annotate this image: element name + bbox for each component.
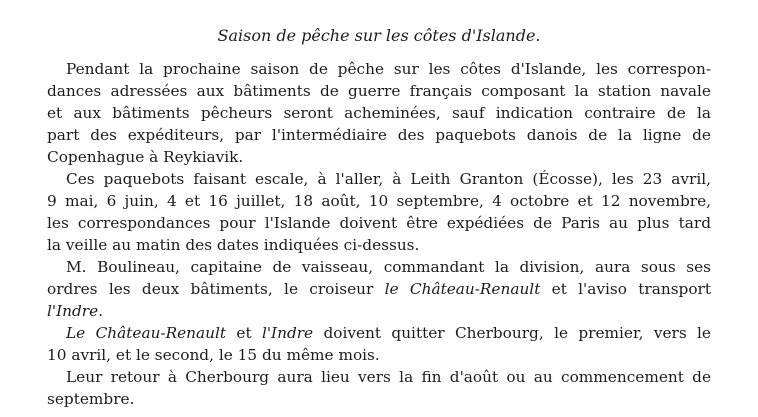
text-line: Leur retour à Cherbourg aura lieu vers la fin d'août ou au commencement de <box>66 368 711 386</box>
text-line: Pendant la prochaine saison de pêche sur les côtes d'Islande, les correspon- <box>66 60 711 78</box>
ship-name-chateau-renault: Le Château-Renault <box>66 324 227 342</box>
section-title: Saison de pêche sur les côtes d'Islande. <box>217 26 541 45</box>
text-line: Ces paquebots faisant escale, à l'aller, à Leith Granton (Écosse), les 23 avril, <box>66 170 711 188</box>
text-segment: doivent quitter Cherbourg, le premier, vers le <box>313 324 711 342</box>
text-line: 9 mai, 6 juin, 4 et 16 juillet, 18 août, 10 septembre, 4 octobre et 12 novembre, <box>47 192 711 210</box>
text-line-italic <box>47 300 711 322</box>
text-line-mixed <box>66 322 711 344</box>
text-segment: ordres les deux bâtiments, le croiseur <box>47 280 385 298</box>
text-line: 10 avril, et le second, le 15 du même mois. <box>47 346 380 364</box>
ship-name-chateau-renault: le Château-Renault <box>384 280 541 298</box>
ship-name-indre: l'Indre. <box>47 302 104 320</box>
text-line: et aux bâtiments pêcheurs seront acheminées, sauf indication contraire de la <box>47 104 711 122</box>
ship-name-indre: l'Indre <box>261 324 314 342</box>
text-line: septembre. <box>47 390 135 408</box>
text-segment: et <box>226 324 262 342</box>
text-line: dances adressées aux bâtiments de guerre français composant la station navale <box>47 82 711 100</box>
text-line-mixed <box>47 278 711 300</box>
text-line: part des expéditeurs, par l'intermédiaire des paquebots danois de la ligne de <box>47 126 711 144</box>
text-line: la veille au matin des dates indiquées ci-dessus. <box>47 236 420 254</box>
text-segment: et l'aviso transport <box>540 280 711 298</box>
text-line: M. Boulineau, capitaine de vaisseau, commandant la division, aura sous ses <box>66 258 711 276</box>
text-line: Copenhague à Reykiavik. <box>47 148 244 166</box>
text-line: les correspondances pour l'Islande doivent être expédiées de Paris au plus tard <box>47 214 711 232</box>
